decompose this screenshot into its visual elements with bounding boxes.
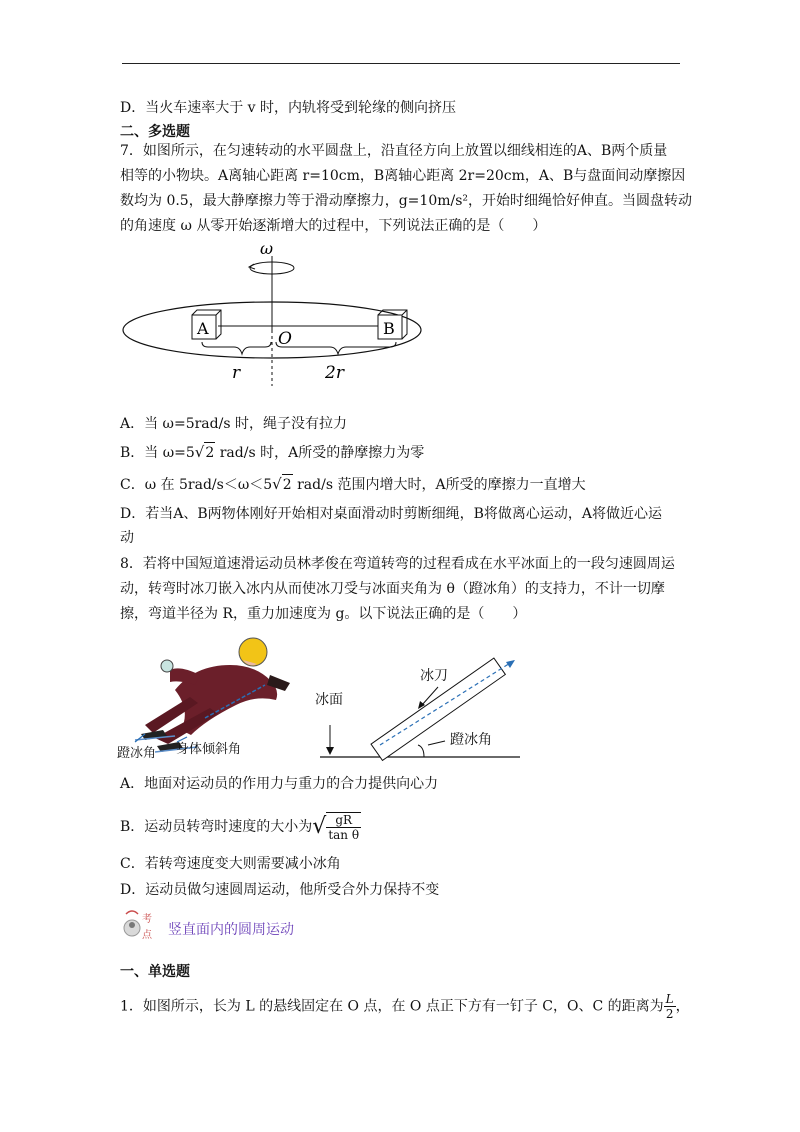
- q8-text-3: 擦，弯道半径为 R，重力加速度为 g。以下说法正确的是（ ）: [120, 606, 527, 622]
- q7-option-d-1: D．若当A、B两物体刚好开始相对桌面滑动时剪断细绳，B将做离心运动，A将做近心运: [120, 506, 663, 522]
- q8-option-b: B．运动员转弯时速度的大小为√ $\frac{gR}{\text{tan θ}}$: [120, 813, 360, 842]
- block-a: [192, 310, 221, 339]
- label-bingdao: 冰刀: [420, 668, 448, 684]
- skater-helmet-icon: [239, 638, 267, 666]
- brace-r: [202, 342, 271, 354]
- brace-2r: [276, 342, 396, 354]
- q7-text-4: 的角速度 ω 从零开始逐渐增大的过程中，下列说法正确的是（ ）: [120, 218, 547, 234]
- label-2r: 2r: [325, 363, 344, 383]
- q8-option-d: D．运动员做匀速圆周运动，他所受合外力保持不变: [120, 882, 440, 898]
- q7-option-b: B．当 ω=5√2 rad/s 时，A所受的静摩擦力为零: [120, 443, 425, 461]
- skater-glove-icon: [161, 660, 173, 672]
- q7-figure: [120, 238, 430, 388]
- center-o-label: O: [278, 329, 292, 349]
- header-rule: [122, 63, 680, 64]
- q7-c-radicand: 2: [282, 474, 293, 495]
- label-r: r: [232, 363, 241, 383]
- section-multi-choice: 二、多选题: [120, 124, 190, 140]
- section-single-choice: 一、单选题: [120, 964, 190, 980]
- block-b: [378, 310, 407, 339]
- block-b-label: B: [383, 319, 395, 338]
- q7-option-c: C．ω 在 5rad/s＜ω＜5√2 rad/s 范围内增大时，A所受的摩擦力一直增大: [120, 475, 586, 493]
- q7-option-a: A．当 ω=5rad/s 时，绳子没有拉力: [120, 416, 347, 432]
- q8-text-2: 动，转弯时冰刀嵌入冰内从而使冰刀受与冰面夹角为 θ（蹬冰角）的支持力，不计一切摩: [120, 581, 665, 597]
- q7-option-d-2: 动: [120, 530, 134, 546]
- q7-text-1: 7．如图所示，在匀速转动的水平圆盘上，沿直径方向上放置以细线相连的A、B两个质量: [120, 143, 668, 159]
- q8-option-c: C．若转弯速度变大则需要减小冰角: [120, 856, 341, 872]
- q1-fraction: $\frac{L}{2}$: [665, 992, 674, 1021]
- q7-text-3: 数均为 0.5，最大静摩擦力等于滑动摩擦力，g=10m/s²，开始时细绳恰好伸直。当圆盘转动: [120, 193, 693, 209]
- omega-label: ω: [260, 239, 274, 258]
- label-dengbing-jiao-left: 蹬冰角: [117, 746, 157, 761]
- label-dengbing-jiao-right: 蹬冰角: [450, 732, 492, 748]
- q7-b-radicand: 2: [204, 442, 215, 463]
- q1-text: 1．如图所示，长为 L 的悬线固定在 O 点，在 O 点正下方有一钉子 C，O、C 的距离为 $\frac{L}{2}$ ，: [120, 992, 690, 1021]
- q8-text-1: 8．若将中国短道速滑运动员林孝俊在弯道转弯的过程看成在水平冰面上的一段匀速圆周运: [120, 556, 675, 572]
- label-bingmian: 冰面: [315, 692, 343, 708]
- label-shenti-qingxie: 身体倾斜角: [176, 742, 242, 757]
- block-a-label: A: [197, 319, 209, 338]
- q6-option-d: D．当火车速率大于 v 时，内轨将受到轮缘的侧向挤压: [120, 100, 457, 116]
- q7-text-2: 相等的小物块。A离轴心距离 r=10cm，B离轴心距离 2r=20cm，A、B与盘面间动摩擦因: [120, 168, 686, 184]
- blade-diagram: [310, 645, 530, 775]
- q8-b-fraction: $\frac{gR}{\text{tan θ}}$: [328, 813, 360, 842]
- q8-option-a: A．地面对运动员的作用力与重力的合力提供向心力: [120, 776, 439, 792]
- kaodian-badge: 考 点: [120, 908, 164, 946]
- kaodian-title: 竖直面内的圆周运动: [168, 922, 294, 938]
